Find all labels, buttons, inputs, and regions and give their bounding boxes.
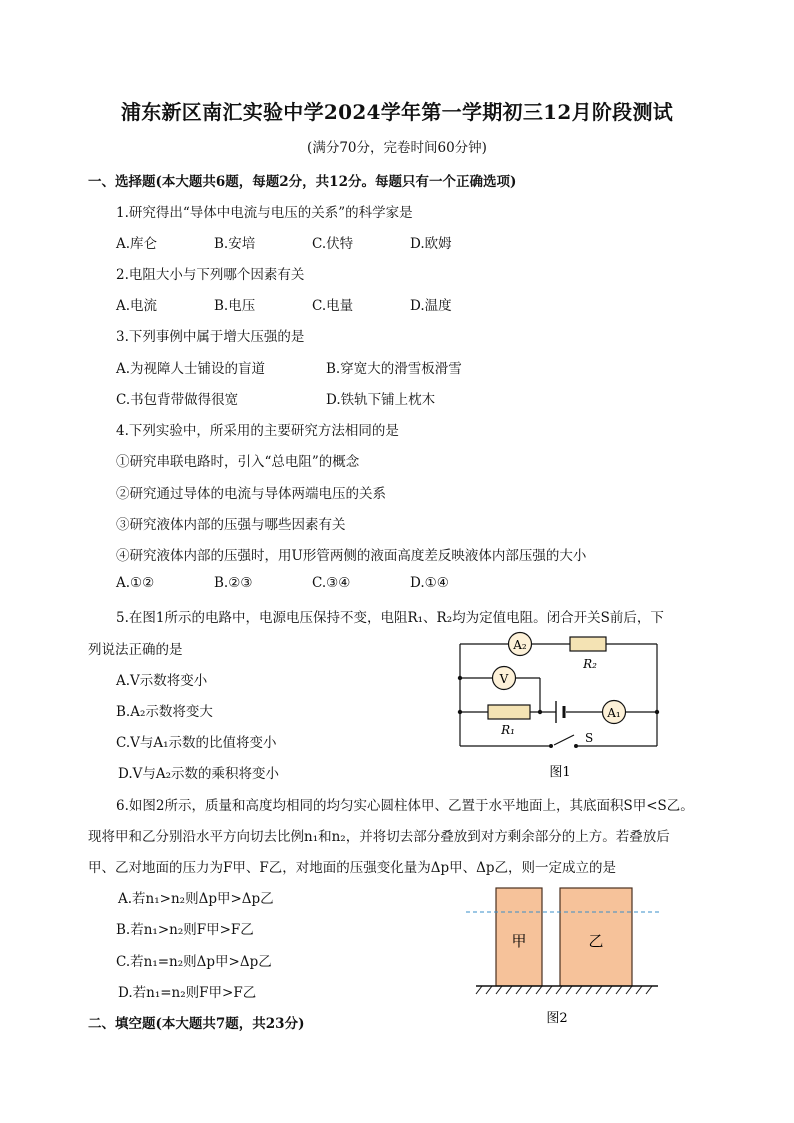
- q4-option-d: D.①④: [410, 575, 449, 591]
- section1-heading: 一、选择题(本大题共6题，每题2分，共12分。每题只有一个正确选项): [88, 174, 517, 190]
- label-r2: R₂: [583, 657, 597, 671]
- page-title: 浦东新区南汇实验中学2024学年第一学期初三12月阶段测试: [120, 100, 674, 124]
- figure1-circuit: [452, 628, 666, 780]
- q6-option-a: A.若n₁>n₂则Δp甲>Δp乙: [118, 891, 274, 907]
- label-v: V: [499, 672, 509, 686]
- q1-option-a: A.库仑: [116, 236, 158, 252]
- label-r1: R₁: [501, 723, 515, 737]
- q2-option-b: B.电压: [214, 298, 256, 314]
- resistor-r1: [488, 705, 530, 719]
- q2-option-d: D.温度: [410, 298, 452, 314]
- q5-stem-line1: 5.在图1所示的电路中，电源电压保持不变，电阻R₁、R₂均为定值电阻。闭合开关S前后，下: [116, 610, 664, 626]
- ground-hatching: [476, 986, 652, 994]
- q2-option-c: C.电量: [312, 298, 354, 314]
- q5-stem-line2: 列说法正确的是: [88, 642, 183, 658]
- q4-option-a: A.①②: [116, 575, 155, 591]
- q4-item-3: ③研究液体内部的压强与哪些因素有关: [116, 517, 346, 533]
- label-jia: 甲: [511, 932, 527, 950]
- q1-stem: 1.研究得出“导体中电流与电压的关系”的科学家是: [116, 205, 413, 221]
- q4-item-2: ②研究通过导体的电流与导体两端电压的关系: [116, 486, 386, 502]
- page-subtitle: (满分70分，完卷时间60分钟): [307, 140, 487, 156]
- q3-option-c: C.书包背带做得很宽: [116, 392, 239, 408]
- q6-line1: 6.如图2所示，质量和高度均相同的均匀实心圆柱体甲、乙置于水平地面上，其底面积S甲<S乙。: [116, 798, 694, 814]
- q6-line3: 甲、乙对地面的压力为F甲、F乙，对地面的压强变化量为Δp甲、Δp乙，则一定成立的是: [88, 860, 617, 876]
- q3-option-b: B.穿宽大的滑雪板滑雪: [326, 361, 462, 377]
- q5-option-d: D.V与A₂示数的乘积将变小: [118, 766, 280, 782]
- q3-stem: 3.下列事例中属于增大压强的是: [116, 329, 305, 345]
- q3-option-d: D.铁轨下铺上枕木: [326, 392, 436, 408]
- q4-item-1: ①研究串联电路时，引入“总电阻”的概念: [116, 454, 360, 470]
- q5-option-b: B.A₂示数将变大: [116, 704, 213, 720]
- figure1-caption: 图1: [549, 765, 571, 780]
- q4-option-c: C.③④: [312, 575, 351, 591]
- q5-option-c: C.V与A₁示数的比值将变小: [116, 735, 277, 751]
- resistor-r2: [570, 637, 606, 651]
- q5-option-a: A.V示数将变小: [116, 673, 208, 689]
- q6-option-c: C.若n₁=n₂则Δp甲>Δp乙: [116, 954, 272, 970]
- label-switch-s: S: [585, 731, 594, 745]
- q4-item-4: ④研究液体内部的压强时，用U形管两侧的液面高度差反映液体内部压强的大小: [116, 548, 587, 564]
- label-a2: A₂: [513, 638, 527, 652]
- figure2-cylinders: [464, 880, 664, 1030]
- section2-heading: 二、填空题(本大题共7题，共23分): [88, 1016, 305, 1032]
- label-yi: 乙: [588, 932, 604, 950]
- q1-option-b: B.安培: [214, 236, 256, 252]
- q1-option-c: C.伏特: [312, 236, 354, 252]
- label-a1: A₁: [607, 706, 621, 720]
- q6-option-d: D.若n₁=n₂则F甲>F乙: [118, 985, 257, 1001]
- q2-stem: 2.电阻大小与下列哪个因素有关: [116, 267, 305, 283]
- q6-option-b: B.若n₁>n₂则F甲>F乙: [116, 922, 254, 938]
- q4-stem: 4.下列实验中，所采用的主要研究方法相同的是: [116, 423, 399, 439]
- q1-option-d: D.欧姆: [410, 236, 452, 252]
- q3-option-a: A.为视障人士铺设的盲道: [116, 361, 266, 377]
- figure2-caption: 图2: [546, 1011, 568, 1026]
- q6-line2: 现将甲和乙分别沿水平方向切去比例n₁和n₂，并将切去部分叠放到对方剩余部分的上方。若叠放后: [88, 829, 670, 845]
- q4-option-b: B.②③: [214, 575, 253, 591]
- q2-option-a: A.电流: [116, 298, 158, 314]
